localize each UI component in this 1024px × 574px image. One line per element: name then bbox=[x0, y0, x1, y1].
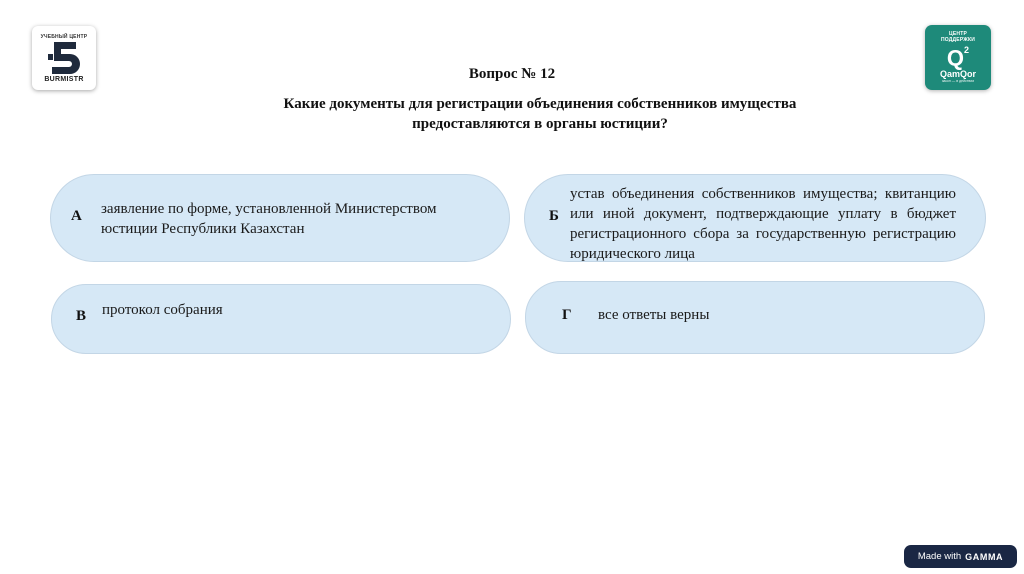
question-number: Вопрос № 12 bbox=[468, 66, 556, 82]
logo-right-tagline: закон — в действии bbox=[941, 79, 975, 84]
made-with-gamma-badge[interactable] bbox=[904, 545, 1017, 568]
answer-option-b[interactable] bbox=[524, 174, 986, 262]
logo-right-brand: QamQor bbox=[939, 69, 976, 80]
logo-left-caption: УЧЕБНЫЙ ЦЕНТР bbox=[40, 33, 88, 40]
option-v-letter: В bbox=[76, 308, 87, 324]
badge-brand: GAMMA bbox=[965, 551, 1004, 562]
answer-option-g[interactable] bbox=[525, 281, 985, 354]
option-a-text: заявление по форме, установленной Министерством юстиции Республики Казахстан bbox=[101, 201, 437, 237]
logo-right-letter: Q bbox=[946, 45, 965, 71]
badge-prefix: Made with bbox=[917, 551, 962, 562]
logo-left-brand: BURMISTR bbox=[44, 75, 84, 83]
question-text: Какие документы для регистрации объединения собственников имущества предоставляются в органы юстиции? bbox=[283, 96, 797, 132]
option-a-letter: А bbox=[71, 208, 82, 224]
option-g-text: все ответы верны bbox=[598, 307, 710, 323]
option-v-text: протокол собрания bbox=[102, 302, 223, 318]
option-b-text: устав объединения собственников имущества; квитанцию или иной документ, подтверждающие уплату в бюджет регистрационного сбора за государственную регистрацию юридического лица bbox=[570, 186, 956, 262]
logo-right-superscript: 2 bbox=[964, 44, 970, 55]
option-g-letter: Г bbox=[562, 307, 572, 323]
option-b-letter: Б bbox=[549, 208, 559, 224]
answer-option-v[interactable] bbox=[51, 284, 511, 354]
answer-option-a[interactable] bbox=[50, 174, 510, 262]
logo-right-caption: ЦЕНТР ПОДДЕРЖКИ bbox=[940, 30, 976, 43]
